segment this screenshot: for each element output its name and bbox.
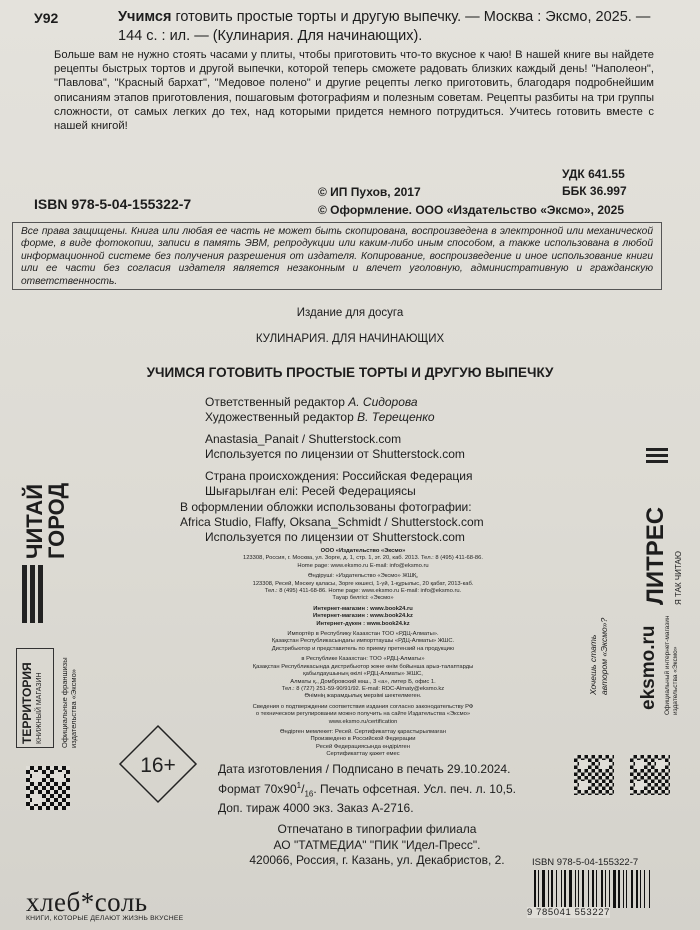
eksmo-block bbox=[588, 600, 688, 740]
printing-info bbox=[232, 822, 522, 869]
printer-line-2: АО "ТАТМЕДИА" "ПИК "Идел-Пресс". bbox=[273, 837, 481, 852]
publisher-line: Қазақстан Республикасында дистрибьютор және өнім бойынша арыз-талаптарды bbox=[252, 663, 474, 670]
barcode-bar bbox=[561, 870, 562, 908]
brand-tagline: КНИГИ, КОТОРЫЕ ДЕЛАЮТ ЖИЗНЬ ВКУСНЕЕ bbox=[26, 915, 184, 922]
barcode-bar bbox=[640, 870, 641, 908]
litres-text: ЛИТРЕС bbox=[642, 506, 669, 605]
territoria-subtitle: КНИЖНЫЙ МАГАЗИН bbox=[36, 672, 43, 744]
country-origin-kz: Шығарылған елі: Ресей Федерациясы bbox=[205, 484, 416, 498]
publisher-line: Өндірген мемлекет: Ресей. Сертификаттау қарастырылмаған bbox=[280, 728, 446, 735]
copyright-design: © Оформление. ООО «Издательство «Эксмо», 2025 bbox=[318, 203, 625, 217]
barcode-bar bbox=[551, 870, 553, 908]
barcode-bar bbox=[626, 870, 627, 908]
eksmo-question-1: Хочешь стать bbox=[588, 634, 598, 695]
barcode-bar bbox=[548, 870, 549, 908]
publisher-line: 123308, Ресей, Мәскеу қаласы, Зорге көшесі, 1-үй, 1-құрылыс, 20 қабат, 2013-каб. bbox=[252, 580, 474, 587]
publisher-line: Сертификаттау қажет емес bbox=[326, 751, 400, 758]
barcode-bar bbox=[596, 870, 597, 908]
barcode-bar bbox=[613, 870, 616, 908]
barcode-bar bbox=[618, 870, 620, 908]
publisher-line: Home page: www.eksmo.ru E-mail: info@eksmo.ru bbox=[297, 562, 429, 569]
publisher-line: Интернет-магазин : www.book24.ru bbox=[313, 605, 413, 612]
country-block bbox=[205, 469, 473, 499]
edition-type: Издание для досуга bbox=[296, 307, 404, 319]
production-tirage: Доп. тираж 4000 экз. Заказ А-2716. bbox=[218, 801, 414, 816]
editor-label: Ответственный редактор bbox=[205, 395, 349, 409]
publisher-line: қабылдаушының өкілі «РДЦ-Алматы» ЖШС, bbox=[303, 671, 423, 678]
barcode-bar bbox=[564, 870, 566, 908]
publisher-line: Өндіруші: «Издательство «Эксмо» ЖШҚ, bbox=[307, 573, 418, 580]
responsible-editor bbox=[205, 395, 435, 410]
barcode-bar bbox=[592, 870, 594, 908]
cover-photo-credits bbox=[180, 500, 484, 545]
territoria-caption: Официальные франшизы издательства «Эксмо» bbox=[60, 657, 78, 748]
barcode-bar bbox=[556, 870, 557, 908]
barcode-bar bbox=[623, 870, 624, 908]
barcode-bar bbox=[609, 870, 610, 908]
barcode-bar bbox=[588, 870, 589, 908]
copyright-author: © ИП Пухов, 2017 bbox=[318, 185, 421, 199]
art-editor bbox=[205, 410, 435, 425]
publisher-line: Сведения о подтверждении соответствия издания согласно законодательству РФ bbox=[252, 703, 474, 710]
barcode-bar bbox=[575, 870, 576, 908]
barcode-number: 9 785041 553227 bbox=[527, 907, 610, 918]
udk-code: УДК 641.55 bbox=[562, 167, 625, 181]
publisher-line: Произведено в Российской Федерации bbox=[310, 736, 416, 743]
barcode-bar bbox=[605, 870, 606, 908]
bibliographic-rest: готовить простые торты и другую выпечку. — Москва : Эксмо, 2025. — 144 с. : ил. — (Кулинария. Для начинающих). bbox=[118, 9, 651, 44]
rights-notice-box: Все права защищены. Книга или любая ее часть не может быть скопирована, воспроизведена в электронной или механической форме, в виде фотокопии, записи в память ЭВМ, репродукции или каким-либо иным способом, а также использована в любой информационной системе без получения разрешения от издателя. Копирование, воспроизведение и иное использование книги или ее части без согласия издателя является незаконным и влечет уголовную, административную и гражданскую ответственность. bbox=[12, 222, 662, 290]
hleb-sol-logo bbox=[26, 887, 186, 922]
publisher-line: Алматы қ., Домбровский көш., 3 «а», литер Б, офис 1. bbox=[290, 678, 436, 685]
printer-line-1: Отпечатано в типографии филиала bbox=[277, 822, 477, 836]
isbn-top: ISBN 978-5-04-155322-7 bbox=[34, 196, 192, 212]
art-editor-name: В. Терещенко bbox=[357, 410, 435, 424]
eksmo-shop-qr-code bbox=[630, 755, 670, 795]
copyright-block bbox=[318, 183, 624, 219]
territoria-block bbox=[16, 648, 106, 818]
photo-credit-block bbox=[205, 432, 465, 462]
production-info bbox=[218, 762, 516, 817]
series-name: КУЛИНАРИЯ. ДЛЯ НАЧИНАЮЩИХ bbox=[255, 333, 445, 345]
barcode-bar bbox=[631, 870, 633, 908]
format-rest: . Печать офсетная. Усл. печ. л. 10,5. bbox=[313, 781, 516, 796]
publisher-line: Өнімнің жарамдылық мерзімі шектелмеген. bbox=[304, 693, 422, 700]
eksmo-author-qr-code bbox=[574, 755, 614, 795]
barcode-bar bbox=[538, 870, 539, 908]
photo-credit: Anastasia_Panait / Shutterstock.com bbox=[205, 432, 402, 446]
book-title: УЧИМСЯ ГОТОВИТЬ ПРОСТЫЕ ТОРТЫ И ДРУГУЮ ВЫПЕЧКУ bbox=[146, 365, 554, 380]
cover-label: В оформлении обложки использованы фотографии: bbox=[180, 500, 472, 514]
format-sup: 1 bbox=[296, 780, 302, 790]
chitai-gorod-logo bbox=[20, 455, 76, 625]
production-format: Формат $70х90^1/_{16}$. Печать офсетная. Усл. печ. л. 10,5. bbox=[218, 780, 516, 798]
publisher-line: Тел.: 8 (727) 251-59-90/91/92. E-mail: RDC-Almaty@eksmo.kz bbox=[281, 685, 445, 692]
publisher-line: в Республике Казахстан: ТОО «РДЦ-Алматы» bbox=[301, 656, 425, 663]
format-text: Формат 70х90 bbox=[218, 781, 297, 796]
barcode-bar bbox=[601, 870, 603, 908]
territoria-qr-code bbox=[26, 766, 70, 810]
bibliographic-entry bbox=[118, 8, 658, 46]
eksmo-author-question bbox=[588, 618, 610, 695]
publisher-line: Тауар белгісі: «Эксмо» bbox=[332, 595, 394, 602]
bbk-author-mark: У92 bbox=[34, 10, 59, 26]
eksmo-question-2: автором «Эксмо»? bbox=[599, 617, 609, 695]
annotation-text: Больше вам не нужно стоять часами у плиты, чтобы приготовить что-то вкусное к чаю! В нашей книге вы найдете рецепты быстрых тортов и другой выпечки, которой теперь сможете радовать близких каждый день! "Наполеон", "Павлова", "Красный бархат", "Медовое полено" и другие рецепты легко приготовить, благодаря подробнейшим описаниям этапов приготовления, пошаговым фотографиям и полезным советам. Рецепты разбиты на три группы сложности, от самых легких до тех, над которыми придется немного потрудиться. Учитесь готовить вместе с нашей книгой! bbox=[54, 49, 654, 133]
publisher-line: о техническом регулировании можно получить на сайте Издательства «Эксмо» bbox=[255, 711, 471, 718]
barcode-bar bbox=[569, 870, 572, 908]
chitai-gorod-mark-icon bbox=[22, 565, 44, 623]
age-rating-badge bbox=[118, 724, 198, 804]
publisher-line: ООО «Издательство «Эксмо» bbox=[320, 548, 406, 554]
age-rating-text: 16+ bbox=[140, 754, 176, 777]
publisher-line: Интернет-магазин : www.book24.kz bbox=[313, 613, 413, 620]
editor-name: А. Сидорова bbox=[348, 395, 418, 409]
barcode-bar bbox=[582, 870, 584, 908]
publisher-line: 123308, Россия, г. Москва, ул. Зорге, д. 1, стр. 1, эт. 20, каб. 2013. Тел.: 8 (495) 411-68-86. bbox=[242, 555, 483, 562]
publisher-line: Тел.: 8 (495) 411-68-86. Home page: www.eksmo.ru E-mail: info@eksmo.ru. bbox=[264, 588, 462, 595]
editors-block bbox=[205, 395, 435, 425]
country-origin-ru: Страна происхождения: Российская Федерация bbox=[205, 469, 473, 483]
barcode-bar bbox=[644, 870, 645, 908]
chitai-gorod-text: ЧИТАЙ ГОРОД bbox=[22, 482, 69, 559]
barcode-bar bbox=[542, 870, 545, 908]
litres-slogan: Я ТАК ЧИТАЮ bbox=[674, 551, 683, 605]
publisher-line: Импортёр в Республику Казахстан ТОО «РДЦ-Алматы». bbox=[287, 631, 439, 638]
license-note: Используется по лицензии от Shutterstock.com bbox=[205, 447, 465, 461]
production-date: Дата изготовления / Подписано в печать 29.10.2024. bbox=[218, 762, 511, 776]
cover-license: Используется по лицензии от Shutterstock.com bbox=[205, 530, 465, 544]
eksmo-shop-caption: Официальный интернет-магазин издательства «Эксмо» bbox=[664, 615, 679, 715]
format-sub: 16 bbox=[304, 788, 314, 798]
barcode-bar bbox=[649, 870, 650, 908]
territoria-title: ТЕРРИТОРИЯ bbox=[20, 662, 34, 744]
barcode-bar bbox=[578, 870, 579, 908]
barcode-bar bbox=[636, 870, 638, 908]
printer-address: 420066, Россия, г. Казань, ул. Декабристов, 2. bbox=[249, 853, 505, 867]
publisher-details bbox=[198, 548, 528, 759]
age-rating-diamond bbox=[118, 724, 198, 804]
bibliographic-title-bold: Учимся bbox=[118, 9, 172, 25]
publisher-line: Дистрибьютор и представитель по приему претензий на продукцию bbox=[271, 645, 455, 652]
publisher-line: www.eksmo.ru/certification bbox=[328, 718, 398, 725]
publisher-line: Ресей Федерациясында өндірілген bbox=[316, 743, 410, 750]
art-editor-label: Художественный редактор bbox=[205, 410, 358, 424]
publisher-line: Қазақстан Республикасындағы импорттаушы «РДЦ-Алматы» ЖШС. bbox=[271, 638, 455, 645]
litres-mark-icon bbox=[646, 448, 668, 464]
publisher-line: Интернет-дүкен : www.book24.kz bbox=[316, 620, 410, 627]
eksmo-site: eksmo.ru bbox=[638, 625, 659, 710]
cover-photographers: Africa Studio, Flaffy, Oksana_Schmidt / Shutterstock.com bbox=[180, 515, 484, 529]
bbk-code: ББК 36.997 bbox=[562, 184, 627, 198]
barcode-bar bbox=[534, 870, 536, 908]
isbn-bottom: ISBN 978-5-04-155322-7 bbox=[532, 857, 639, 868]
brand-name: хлеб*соль bbox=[26, 887, 148, 917]
